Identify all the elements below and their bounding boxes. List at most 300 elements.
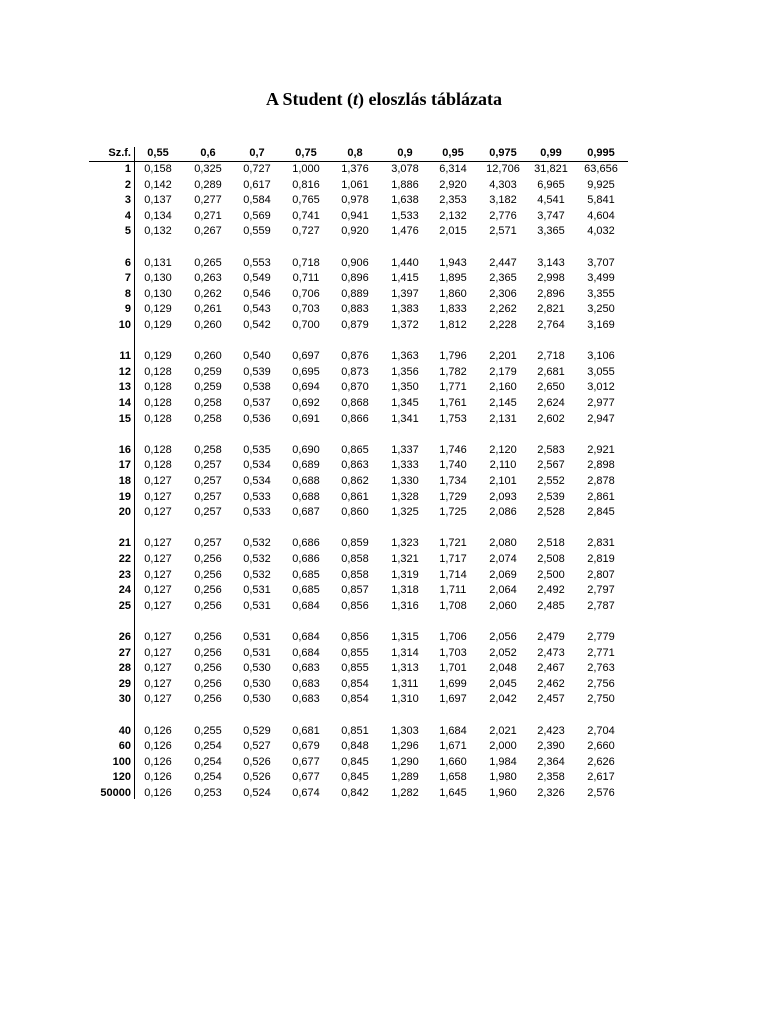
value-cell: 0,130 [144,272,172,285]
value-cell: 1,960 [489,787,517,799]
value-cell: 0,126 [144,771,172,784]
value-cell: 2,831 [587,537,615,550]
value-cell: 0,253 [194,787,222,799]
value-cell: 1,782 [439,365,467,378]
value-cell: 6,314 [439,163,467,175]
value-cell: 4,604 [587,209,615,222]
value-cell: 0,127 [144,553,172,565]
value-cell: 2,819 [587,553,615,565]
value-cell: 0,533 [243,490,271,503]
value-cell: 1,714 [439,568,467,581]
value-cell: 1,476 [391,225,419,238]
value-cell: 2,920 [439,178,467,191]
value-cell: 0,842 [341,787,369,799]
value-cell: 2,750 [587,693,615,706]
value-cell: 0,688 [292,490,320,503]
value-cell: 0,848 [341,740,369,753]
value-cell: 1,372 [391,319,419,331]
value-cell: 1,314 [391,646,419,659]
value-cell: 0,538 [243,381,271,394]
value-cell: 3,182 [489,194,517,207]
df-cell: 50000 [100,787,131,799]
value-cell: 0,532 [243,568,271,581]
value-cell: 0,524 [243,787,271,799]
value-cell: 1,316 [391,599,419,612]
df-cell: 13 [118,381,131,394]
df-cell: 2 [124,178,131,191]
value-cell: 2,056 [489,631,517,643]
value-cell: 1,638 [391,194,419,207]
value-cell: 4,032 [587,225,615,238]
value-cell: 2,074 [489,553,517,565]
value-cell: 0,694 [292,381,320,394]
value-cell: 3,078 [391,163,419,175]
value-cell: 1,383 [391,303,419,316]
value-cell: 2,080 [489,537,517,550]
value-cell: 0,542 [243,319,271,331]
value-cell: 0,257 [194,475,222,487]
value-cell: 1,708 [439,599,467,612]
value-cell: 0,267 [194,225,222,238]
value-cell: 0,683 [292,677,320,690]
value-cell: 1,943 [439,256,467,269]
df-cell: 60 [118,740,131,753]
value-cell: 2,518 [537,537,565,550]
column-header: 0,8 [347,147,363,159]
df-column-header: Sz.f. [108,147,131,159]
value-cell: 0,127 [144,693,172,706]
value-cell: 0,718 [292,256,320,269]
value-cell: 0,257 [194,506,222,519]
value-cell: 1,697 [439,693,467,706]
value-cell: 1,313 [391,662,419,675]
value-cell: 1,311 [391,677,419,690]
value-cell: 0,876 [341,350,369,363]
value-cell: 1,684 [439,724,467,737]
df-cell: 4 [124,209,131,222]
value-cell: 0,128 [144,459,172,472]
value-cell: 0,128 [144,365,172,378]
value-cell: 2,000 [489,740,517,753]
df-cell: 120 [112,771,131,784]
value-cell: 0,978 [341,194,369,207]
value-cell: 0,127 [144,584,172,597]
value-cell: 0,697 [292,350,320,363]
value-cell: 0,526 [243,771,271,784]
value-cell: 2,896 [537,287,565,300]
column-header: 0,9 [397,147,413,159]
column-header: 0,99 [540,147,562,159]
value-cell: 0,126 [144,787,172,799]
value-cell: 2,500 [537,568,565,581]
value-cell: 0,866 [341,412,369,425]
df-cell: 6 [124,256,131,269]
value-cell: 2,093 [489,490,517,503]
df-cell: 100 [112,755,131,768]
value-cell: 0,883 [341,303,369,316]
value-cell: 2,358 [537,771,565,784]
value-cell: 2,650 [537,381,565,394]
value-cell: 0,530 [243,677,271,690]
value-cell: 0,158 [144,163,172,175]
df-cell: 5 [124,225,131,238]
value-cell: 2,552 [537,475,565,487]
value-cell: 0,873 [341,365,369,378]
value-cell: 12,706 [486,163,520,175]
value-cell: 0,920 [341,225,369,238]
value-cell: 0,260 [194,350,222,363]
value-cell: 0,539 [243,365,271,378]
value-cell: 2,060 [489,599,517,612]
value-cell: 0,129 [144,350,172,363]
value-cell: 0,858 [341,553,369,565]
value-cell: 0,690 [292,443,320,456]
value-cell: 0,127 [144,631,172,643]
df-cell: 9 [124,303,131,316]
value-cell: 2,807 [587,568,615,581]
value-cell: 0,863 [341,459,369,472]
value-cell: 1,333 [391,459,419,472]
value-cell: 1,337 [391,443,419,456]
value-cell: 0,857 [341,584,369,597]
value-cell: 0,258 [194,412,222,425]
df-cell: 21 [118,537,131,550]
value-cell: 5,841 [587,194,615,207]
value-cell: 0,765 [292,194,320,207]
value-cell: 1,753 [439,412,467,425]
value-cell: 6,965 [537,178,565,191]
df-cell: 23 [118,568,131,581]
value-cell: 0,258 [194,443,222,456]
df-cell: 25 [118,599,131,612]
value-cell: 3,055 [587,365,615,378]
value-cell: 0,674 [292,787,320,799]
value-cell: 0,858 [341,568,369,581]
value-cell: 0,870 [341,381,369,394]
value-cell: 0,677 [292,771,320,784]
value-cell: 1,658 [439,771,467,784]
value-cell: 0,257 [194,490,222,503]
value-cell: 1,303 [391,724,419,737]
value-cell: 0,129 [144,319,172,331]
value-cell: 0,256 [194,662,222,675]
value-cell: 0,543 [243,303,271,316]
df-cell: 16 [118,443,131,456]
value-cell: 0,126 [144,755,172,768]
value-cell: 2,365 [489,272,517,285]
value-cell: 0,687 [292,506,320,519]
value-cell: 63,656 [584,163,618,175]
value-cell: 2,110 [489,459,517,472]
value-cell: 0,259 [194,365,222,378]
value-cell: 1,376 [341,163,369,175]
value-cell: 0,257 [194,537,222,550]
value-cell: 0,129 [144,303,172,316]
df-cell: 29 [118,677,131,690]
value-cell: 0,256 [194,584,222,597]
value-cell: 2,718 [537,350,565,363]
value-cell: 2,576 [587,787,615,799]
df-cell: 24 [118,584,131,597]
value-cell: 2,845 [587,506,615,519]
df-cell: 19 [118,490,131,503]
value-cell: 1,812 [439,319,467,331]
value-cell: 0,868 [341,397,369,409]
title-suffix: ) eloszlás táblázata [358,89,503,109]
df-cell: 30 [118,693,131,706]
value-cell: 0,681 [292,724,320,737]
value-cell: 2,179 [489,365,517,378]
column-header: 0,55 [147,147,169,159]
value-cell: 0,531 [243,646,271,659]
value-cell: 0,584 [243,194,271,207]
value-cell: 3,707 [587,256,615,269]
value-cell: 0,127 [144,599,172,612]
value-cell: 0,860 [341,506,369,519]
value-cell: 0,128 [144,397,172,409]
value-cell: 0,684 [292,631,320,643]
value-cell: 2,921 [587,443,615,456]
value-cell: 0,126 [144,740,172,753]
value-cell: 3,012 [587,381,615,394]
df-cell: 40 [118,724,131,737]
value-cell: 2,602 [537,412,565,425]
df-cell: 8 [124,287,131,300]
value-cell: 2,473 [537,646,565,659]
value-cell: 2,069 [489,568,517,581]
value-cell: 1,701 [439,662,467,675]
value-cell: 0,703 [292,303,320,316]
value-cell: 0,128 [144,443,172,456]
value-cell: 0,256 [194,693,222,706]
value-cell: 0,254 [194,755,222,768]
value-cell: 0,689 [292,459,320,472]
value-cell: 2,101 [489,475,517,487]
value-cell: 0,688 [292,475,320,487]
value-cell: 2,457 [537,693,565,706]
value-cell: 0,855 [341,646,369,659]
value-cell: 0,127 [144,537,172,550]
value-cell: 1,895 [439,272,467,285]
value-cell: 1,746 [439,443,467,456]
value-cell: 9,925 [587,178,615,191]
value-cell: 2,776 [489,209,517,222]
value-cell: 0,549 [243,272,271,285]
value-cell: 0,531 [243,631,271,643]
value-cell: 1,711 [439,584,467,597]
value-cell: 0,254 [194,771,222,784]
value-cell: 0,531 [243,584,271,597]
value-cell: 0,559 [243,225,271,238]
value-cell: 1,734 [439,475,467,487]
value-cell: 0,540 [243,350,271,363]
value-cell: 3,365 [537,225,565,238]
value-cell: 2,120 [489,443,517,456]
value-cell: 0,711 [292,272,320,285]
value-cell: 0,127 [144,475,172,487]
value-cell: 0,134 [144,209,172,222]
value-cell: 0,128 [144,381,172,394]
value-cell: 2,508 [537,553,565,565]
value-cell: 1,980 [489,771,517,784]
value-cell: 0,851 [341,724,369,737]
value-cell: 0,531 [243,599,271,612]
value-cell: 0,889 [341,287,369,300]
df-cell: 18 [118,475,131,487]
value-cell: 2,052 [489,646,517,659]
value-cell: 0,686 [292,553,320,565]
value-cell: 1,321 [391,553,419,565]
value-cell: 0,679 [292,740,320,753]
value-cell: 0,536 [243,412,271,425]
value-cell: 1,771 [439,381,467,394]
value-cell: 1,860 [439,287,467,300]
column-header: 0,75 [295,147,317,159]
value-cell: 1,363 [391,350,419,363]
value-cell: 3,355 [587,287,615,300]
value-cell: 0,256 [194,599,222,612]
value-cell: 2,797 [587,584,615,597]
value-cell: 2,626 [587,755,615,768]
value-cell: 0,127 [144,662,172,675]
value-cell: 0,553 [243,256,271,269]
value-cell: 2,479 [537,631,565,643]
value-cell: 2,492 [537,584,565,597]
value-cell: 0,845 [341,755,369,768]
value-cell: 0,533 [243,506,271,519]
column-header: 0,95 [442,147,464,159]
value-cell: 1,721 [439,537,467,550]
value-cell: 2,132 [439,209,467,222]
value-cell: 1,000 [292,163,320,175]
value-cell: 0,861 [341,490,369,503]
value-cell: 2,462 [537,677,565,690]
value-cell: 0,127 [144,646,172,659]
value-cell: 0,859 [341,537,369,550]
value-cell: 0,741 [292,209,320,222]
value-cell: 1,061 [341,178,369,191]
value-cell: 4,303 [489,178,517,191]
value-cell: 0,254 [194,740,222,753]
value-cell: 2,364 [537,755,565,768]
value-cell: 2,681 [537,365,565,378]
df-cell: 22 [118,553,131,565]
value-cell: 0,854 [341,693,369,706]
value-cell: 2,485 [537,599,565,612]
value-cell: 0,532 [243,553,271,565]
value-cell: 2,878 [587,475,615,487]
value-cell: 2,583 [537,443,565,456]
value-cell: 1,671 [439,740,467,753]
value-cell: 0,856 [341,631,369,643]
value-cell: 0,684 [292,646,320,659]
value-cell: 1,330 [391,475,419,487]
value-cell: 0,289 [194,178,222,191]
value-cell: 1,323 [391,537,419,550]
value-cell: 0,262 [194,287,222,300]
value-cell: 0,695 [292,365,320,378]
value-cell: 2,262 [489,303,517,316]
value-cell: 1,356 [391,365,419,378]
value-cell: 0,686 [292,537,320,550]
value-cell: 0,131 [144,256,172,269]
value-cell: 2,821 [537,303,565,316]
value-cell: 3,106 [587,350,615,363]
value-cell: 0,132 [144,225,172,238]
value-cell: 0,617 [243,178,271,191]
value-cell: 0,685 [292,568,320,581]
value-cell: 0,862 [341,475,369,487]
df-cell: 3 [124,194,131,207]
value-cell: 0,684 [292,599,320,612]
df-cell: 15 [118,412,131,425]
value-cell: 0,532 [243,537,271,550]
value-cell: 1,415 [391,272,419,285]
value-cell: 4,541 [537,194,565,207]
value-cell: 3,499 [587,272,615,285]
value-cell: 1,310 [391,693,419,706]
value-cell: 0,706 [292,287,320,300]
value-cell: 31,821 [534,163,568,175]
value-cell: 0,677 [292,755,320,768]
df-cell: 14 [118,397,131,409]
value-cell: 2,528 [537,506,565,519]
value-cell: 0,856 [341,599,369,612]
value-cell: 2,160 [489,381,517,394]
value-cell: 2,064 [489,584,517,597]
value-cell: 2,015 [439,225,467,238]
value-cell: 0,546 [243,287,271,300]
value-cell: 2,567 [537,459,565,472]
value-cell: 1,289 [391,771,419,784]
value-cell: 0,263 [194,272,222,285]
value-cell: 0,257 [194,459,222,472]
value-cell: 2,021 [489,724,517,737]
value-cell: 2,763 [587,662,615,675]
value-cell: 1,796 [439,350,467,363]
value-cell: 1,761 [439,397,467,409]
value-cell: 2,306 [489,287,517,300]
value-cell: 0,258 [194,397,222,409]
value-cell: 1,440 [391,256,419,269]
df-cell: 10 [118,319,131,331]
value-cell: 1,699 [439,677,467,690]
value-cell: 1,315 [391,631,419,643]
value-cell: 0,683 [292,693,320,706]
value-cell: 3,169 [587,319,615,331]
column-header: 0,6 [200,147,216,159]
value-cell: 0,265 [194,256,222,269]
column-header: 0,7 [249,147,265,159]
value-cell: 1,397 [391,287,419,300]
value-cell: 1,328 [391,490,419,503]
value-cell: 0,569 [243,209,271,222]
value-cell: 0,683 [292,662,320,675]
value-cell: 0,277 [194,194,222,207]
value-cell: 0,126 [144,724,172,737]
value-cell: 1,325 [391,506,419,519]
value-cell: 1,345 [391,397,419,409]
value-cell: 1,533 [391,209,419,222]
value-cell: 2,571 [489,225,517,238]
value-cell: 0,941 [341,209,369,222]
value-cell: 1,703 [439,646,467,659]
value-cell: 1,645 [439,787,467,799]
value-cell: 0,256 [194,568,222,581]
value-cell: 2,390 [537,740,565,753]
value-cell: 1,717 [439,553,467,565]
value-cell: 0,529 [243,724,271,737]
